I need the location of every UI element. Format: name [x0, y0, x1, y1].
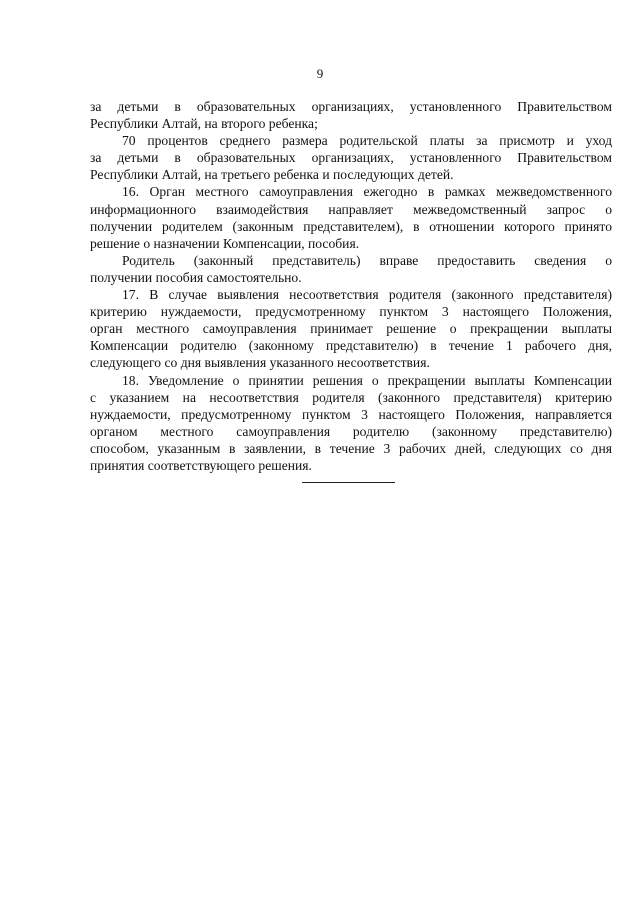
text-line: получении родителем (законным представителем), в отношении которого принято: [90, 218, 612, 234]
text-line: 70 процентов среднего размера родительской платы за присмотр и уход: [122, 133, 612, 149]
text-line: с указанием на несоответствия родителя (законного представителя) критерию: [90, 389, 612, 405]
text-line: Родитель (законный представитель) вправе предоставить сведения о: [122, 252, 612, 268]
text-line: за детьми в образовательных организациях, установленного Правительством: [90, 150, 612, 166]
text-line: органом местного самоуправления родителю (законному представителю): [90, 423, 612, 439]
paragraph-item-16: [90, 183, 612, 251]
text-line: за детьми в образовательных организациях, установленного Правительством: [90, 99, 612, 114]
text-line: получении пособия самостоятельно.: [90, 269, 302, 285]
text-line: нуждаемости, предусмотренному пунктом 3 настоящего Положения, направляется: [90, 406, 612, 422]
text-line: решение о назначении Компенсации, пособия.: [90, 235, 360, 251]
text-line: принятия соответствующего решения.: [90, 457, 312, 473]
text-line: 18. Уведомление о принятии решения о прекращении выплаты Компенсации: [122, 372, 612, 388]
end-of-document-rule: [302, 482, 395, 483]
text-line: способом, указанным в заявлении, в течение 3 рабочих дней, следующих со дня: [90, 440, 612, 456]
paragraph-payment-third-child: [90, 132, 612, 183]
text-line: Компенсации родителю (законному представителю) в течение 1 рабочего дня,: [90, 338, 612, 354]
document-body: [90, 98, 612, 474]
paragraph-item-17: [90, 286, 612, 371]
page-number: 9: [316, 66, 324, 81]
paragraph-parent-right: [90, 252, 612, 286]
text-line: 17. В случае выявления несоответствия родителя (законного представителя): [122, 287, 612, 303]
text-line: информационного взаимодействия направляет межведомственный запрос о: [90, 201, 612, 217]
text-line: следующего со дня выявления указанного несоответствия.: [90, 355, 430, 371]
text-line: 16. Орган местного самоуправления ежегодно в рамках межведомственного: [122, 184, 612, 200]
text-line: Республики Алтай, на третьего ребенка и последующих детей.: [90, 167, 454, 183]
text-line: критерию нуждаемости, предусмотренному пунктом 3 настоящего Положения,: [90, 304, 612, 320]
text-line: орган местного самоуправления принимает решение о прекращении выплаты: [90, 321, 612, 337]
paragraph-item-18: [90, 372, 612, 475]
paragraph-payment-second-child: [90, 98, 612, 132]
text-line: Республики Алтай, на второго ребенка;: [90, 116, 318, 132]
